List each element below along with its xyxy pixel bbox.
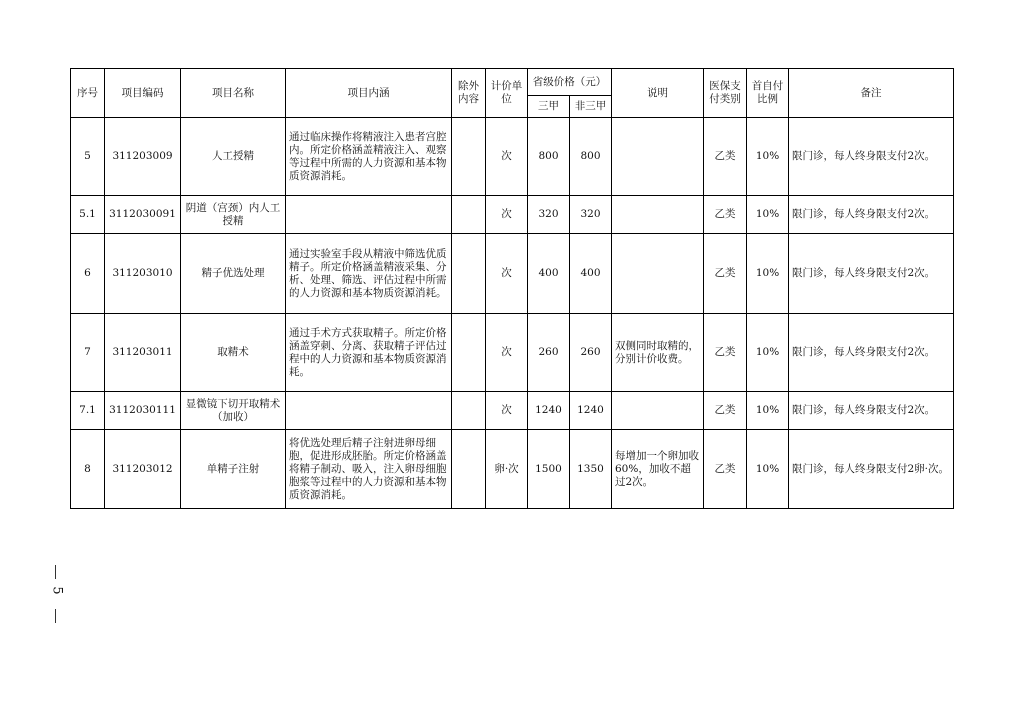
page-number-marker	[48, 565, 64, 625]
cell-seq: 8	[71, 430, 105, 509]
cell-name: 显微镜下切开取精术（加收）	[181, 392, 286, 430]
cell-unit: 次	[486, 392, 528, 430]
cell-code: 311203010	[105, 234, 181, 314]
cell-price-a: 260	[528, 314, 570, 392]
cell-code: 311203009	[105, 118, 181, 196]
cell-selfpay: 10%	[747, 234, 789, 314]
cell-code: 311203011	[105, 314, 181, 392]
cell-seq: 6	[71, 234, 105, 314]
cell-price-b: 1350	[570, 430, 612, 509]
page-number-dash-top	[55, 565, 56, 579]
cell-excluded	[452, 430, 486, 509]
cell-insurance: 乙类	[704, 430, 747, 509]
table-row	[71, 118, 954, 196]
cell-remark: 限门诊，每人终身限支付2次。	[789, 118, 954, 196]
header-name: 项目名称	[181, 69, 286, 118]
cell-seq: 7	[71, 314, 105, 392]
cell-price-a: 1240	[528, 392, 570, 430]
cell-excluded	[452, 118, 486, 196]
table-row	[71, 430, 954, 509]
cell-price-a: 800	[528, 118, 570, 196]
table-row	[71, 392, 954, 430]
header-code: 项目编码	[105, 69, 181, 118]
cell-content	[286, 196, 452, 234]
cell-explain	[612, 118, 704, 196]
page-number-dash-bottom	[55, 609, 56, 623]
header-selfpay: 首自付比例	[747, 69, 789, 118]
cell-name: 单精子注射	[181, 430, 286, 509]
header-explain: 说明	[612, 69, 704, 118]
header-price-a: 三甲	[528, 96, 570, 118]
cell-name: 阴道（宫颈）内人工授精	[181, 196, 286, 234]
cell-name: 精子优选处理	[181, 234, 286, 314]
cell-content: 将优选处理后精子注射进卵母细胞，促进形成胚胎。所定价格涵盖将精子制动、吸入，注入卵母细胞胞浆等过程中的人力资源和基本物质资源消耗。	[286, 430, 452, 509]
cell-name: 取精术	[181, 314, 286, 392]
cell-price-a: 1500	[528, 430, 570, 509]
cell-price-b: 1240	[570, 392, 612, 430]
cell-remark: 限门诊，每人终身限支付2卵·次。	[789, 430, 954, 509]
header-excluded: 除外内容	[452, 69, 486, 118]
cell-unit: 次	[486, 234, 528, 314]
cell-selfpay: 10%	[747, 392, 789, 430]
cell-insurance: 乙类	[704, 392, 747, 430]
cell-selfpay: 10%	[747, 196, 789, 234]
cell-price-a: 400	[528, 234, 570, 314]
cell-excluded	[452, 392, 486, 430]
cell-excluded	[452, 234, 486, 314]
cell-content: 通过临床操作将精液注入患者宫腔内。所定价格涵盖精液注入、观察等过程中所需的人力资源和基本物质资源消耗。	[286, 118, 452, 196]
cell-seq: 7.1	[71, 392, 105, 430]
cell-selfpay: 10%	[747, 430, 789, 509]
cell-excluded	[452, 196, 486, 234]
cell-explain	[612, 392, 704, 430]
cell-insurance: 乙类	[704, 234, 747, 314]
cell-unit: 次	[486, 118, 528, 196]
cell-remark: 限门诊，每人终身限支付2次。	[789, 392, 954, 430]
page-number: 5	[49, 586, 65, 595]
cell-content: 通过实验室手段从精液中筛选优质精子。所定价格涵盖精液采集、分析、处理、筛选、评估过程中所需的人力资源和基本物质资源消耗。	[286, 234, 452, 314]
table-row	[71, 234, 954, 314]
cell-price-a: 320	[528, 196, 570, 234]
cell-insurance: 乙类	[704, 196, 747, 234]
table-row	[71, 314, 954, 392]
cell-seq: 5	[71, 118, 105, 196]
cell-explain: 双侧同时取精的，分别计价收费。	[612, 314, 704, 392]
cell-code: 3112030111	[105, 392, 181, 430]
cell-selfpay: 10%	[747, 118, 789, 196]
header-price-b: 非三甲	[570, 96, 612, 118]
header-price: 省级价格（元）	[528, 69, 612, 96]
cell-price-b: 800	[570, 118, 612, 196]
cell-unit: 卵·次	[486, 430, 528, 509]
cell-unit: 次	[486, 314, 528, 392]
header-unit: 计价单位	[486, 69, 528, 118]
cell-selfpay: 10%	[747, 314, 789, 392]
cell-insurance: 乙类	[704, 118, 747, 196]
cell-code: 311203012	[105, 430, 181, 509]
header-seq: 序号	[71, 69, 105, 118]
cell-name: 人工授精	[181, 118, 286, 196]
cell-explain	[612, 196, 704, 234]
header-insurance: 医保支付类别	[704, 69, 747, 118]
cell-remark: 限门诊，每人终身限支付2次。	[789, 314, 954, 392]
table-row	[71, 196, 954, 234]
cell-price-b: 320	[570, 196, 612, 234]
cell-insurance: 乙类	[704, 314, 747, 392]
cell-unit: 次	[486, 196, 528, 234]
cell-price-b: 400	[570, 234, 612, 314]
cell-code: 3112030091	[105, 196, 181, 234]
cell-content: 通过手术方式获取精子。所定价格涵盖穿刺、分离、获取精子评估过程中的人力资源和基本物质资源消耗。	[286, 314, 452, 392]
cell-remark: 限门诊，每人终身限支付2次。	[789, 196, 954, 234]
cell-content	[286, 392, 452, 430]
header-remark: 备注	[789, 69, 954, 118]
header-content: 项目内涵	[286, 69, 452, 118]
cell-explain: 每增加一个卵加收60%，加收不超过2次。	[612, 430, 704, 509]
cell-seq: 5.1	[71, 196, 105, 234]
cell-explain	[612, 234, 704, 314]
cell-price-b: 260	[570, 314, 612, 392]
price-table	[70, 68, 954, 509]
cell-remark: 限门诊，每人终身限支付2次。	[789, 234, 954, 314]
cell-excluded	[452, 314, 486, 392]
